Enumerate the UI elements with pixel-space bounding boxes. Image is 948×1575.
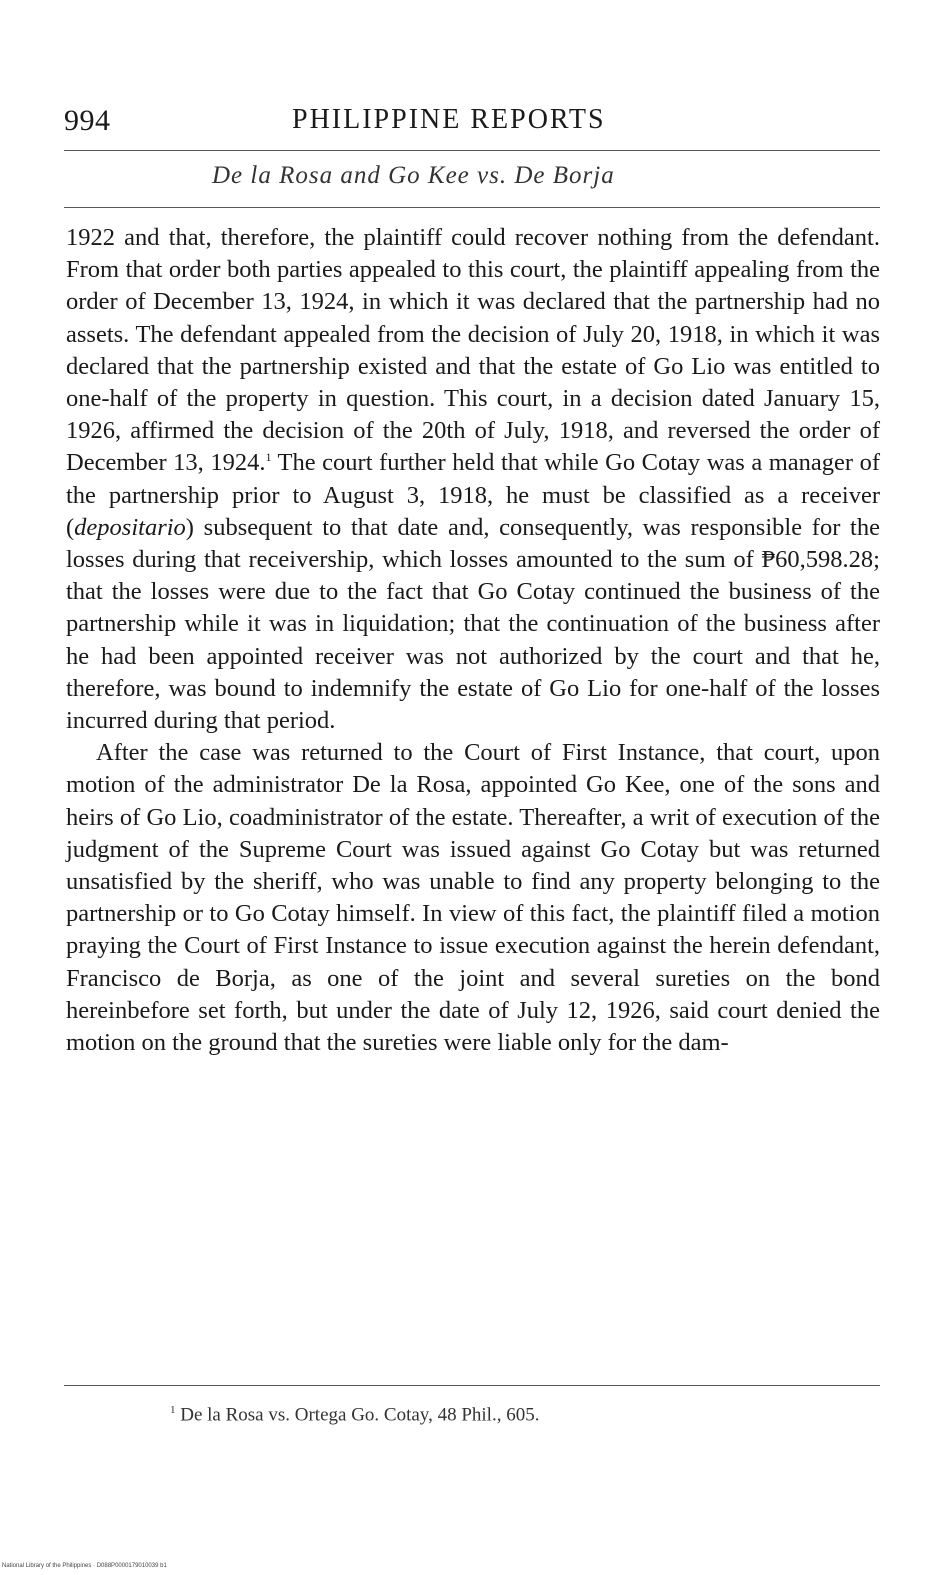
running-head: PHILIPPINE REPORTS [292,104,606,135]
case-title-rule [64,207,880,208]
page-number: 994 [64,104,111,137]
footnote-text: De la Rosa vs. Ortega Go. Cotay, 48 Phil., 605. [175,1404,540,1426]
footnote-rule [64,1385,880,1386]
footnote [170,1404,539,1426]
footnote-reference: 1 [265,450,272,465]
paragraph-1-part-b: The court further held that while Go Cotay was a manager of the partnership prior to August 3, 1918, he must be classified as a receiver ( [66,449,881,541]
body-text [66,222,880,1059]
paragraph-1-part-c: ) subsequent to that date and, consequently, was responsible for the losses during that receivership, which losses amounted to the sum of ₱60,598.28; that the losses were due to the fact that Go Cotay continued the business of the partnership while it was in liquidation; that the continuation of the business after he had been appointed receiver was not authorized by the court and that he, therefore, was bound to indemnify the estate of Go Lio for one-half of the losses incurred during that period. [66,513,880,735]
header-rule [64,150,880,151]
case-title: De la Rosa and Go Kee vs. De Borja [212,162,615,189]
footnote-mark: 1 [170,1404,176,1416]
italic-term: depositario [74,513,186,541]
paragraph-2: After the case was returned to the Court of First Instance, that court, upon motion of the administrator De la Rosa, appointed Go Kee, one of the sons and heirs of Go Lio, coadministrator of the estate. Thereafter, a writ of execution of the judgment of the Supreme Court was issued against Go Cotay but was returned unsatisfied by the sheriff, who was unable to find any property belonging to the partnership or to Go Cotay himself. In view of this fact, the plaintiff filed a motion praying the Court of First Instance to issue execution against the herein defendant, Francisco de Borja, as one of the joint and several sureties on the bond hereinbefore set forth, but under the date of July 12, 1926, said court denied the motion on the ground that the sureties were liable only for the dam- [66,739,880,1057]
paragraph-1 [66,222,880,737]
paragraph-1-part-a: 1922 and that, therefore, the plaintiff could recover nothing from the defendant. From that order both parties appealed to this court, the plaintiff appealing from the order of December 13, 1924, in which it was declared that the partnership had no assets. The defendant appealed from the decision of July 20, 1918, in which it was declared that the partnership existed and that the estate of Go Lio was entitled to one-half of the property in question. This court, in a decision dated January 15, 1926, affirmed the decision of the 20th of July, 1918, and reversed the order of December 13, 1924. [66,224,880,477]
library-credit: National Library of the Philippines · D088P0000179010039 b1 [2,1563,167,1569]
